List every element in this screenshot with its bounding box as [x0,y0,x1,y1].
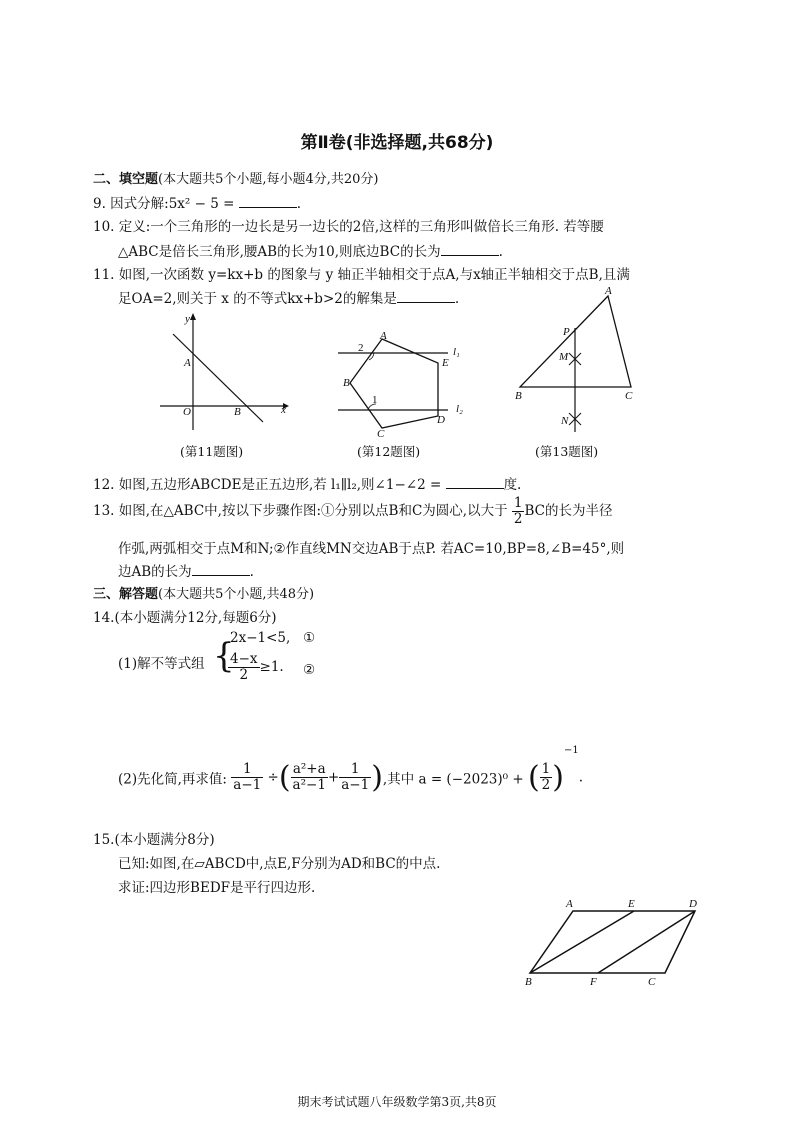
y-axis-arrow [190,313,196,320]
q14-part2-label: (2)先化简,再求值: [118,771,227,788]
question-14-head: 14.(本小题满分12分,每题6分) [93,610,277,626]
section-3-note: (本大题共5个小题,共48分) [158,587,315,602]
fig11-caption: (第11题图) [180,444,244,459]
expr-frac-1-num: 1 [231,762,263,778]
question-13-line3: 边AB的长为 . [118,564,254,580]
section-2-title: 二、填空题 [93,172,159,187]
figure-13 [510,290,650,440]
q10-text: △ABC是倍长三角形,腰AB的长为10,则底边BC的长为 [118,244,441,260]
expr-paren-close: ) [371,760,383,795]
q9-blank [239,195,297,208]
inequality-2-marker: ② [303,662,316,678]
expr-frac-3-num: 1 [339,762,371,778]
fig12-label-l1: l₁ [453,346,460,358]
expr-frac-2-num: a²+a [291,762,328,778]
q14-part1-label: (1)解不等式组 [118,656,205,672]
question-13-line1 [93,496,612,527]
figure-12 [330,325,470,440]
fig12-label-l2: l₂ [456,403,463,415]
expr-frac-3-den: a−1 [341,777,370,793]
ineq2-fraction [228,652,260,683]
expr-paren2-open: ( [527,760,540,795]
q13-blank [192,563,250,576]
fig12-label-a: A [380,330,387,342]
fig15-label-d: D [689,898,697,910]
expr-frac-2-den: a²−1 [292,777,326,793]
expr-paren2-close: ) [552,760,564,795]
q13-frac-num: 1 [513,495,523,511]
question-13-line2: 作弧,两弧相交于点M和N;②作直线MN交边AB于点P. 若AC=10,BP=8,∠B=45°,则 [118,541,625,557]
question-11-line2: 足OA=2,则关于 x 的不等式kx+b>2的解集是 . [118,291,460,307]
question-15-prove: 求证:四边形BEDF是平行四边形. [118,880,316,896]
expr-frac-1 [231,762,263,793]
expr-frac-1-den: a−1 [233,777,262,793]
question-10-line1: 10. 定义:一个三角形的一边长是另一边长的2倍,这样的三角形叫做倍长三角形. 若等腰 [93,219,604,235]
section-3-heading [93,583,314,602]
expr-frac-3 [339,762,371,793]
fig13-label-m: M [559,351,569,363]
fig13-label-n: N [561,415,569,427]
fig12-label-angle1: 1 [372,394,378,406]
fig11-label-b: B [234,406,241,418]
q10-blank [441,243,499,256]
fig12-label-c: C [377,428,385,440]
expr-paren-open: ( [278,760,291,795]
fig15-label-e: E [628,898,635,910]
fig11-label-x: x [281,404,286,416]
fig12-label-angle2: 2 [358,342,364,354]
expr-where: ,其中 a = (−2023)⁰ + [382,771,528,788]
page-footer: 期末考试试题八年级数学第3页,共8页 [297,1095,497,1109]
q13-line1-end: BC的长为半径 [524,502,613,519]
ineq2-num: 4−x [230,651,258,667]
expr-frac-4-num: 1 [541,761,551,778]
expr-frac-4-den: 2 [541,777,551,793]
fig12-label-b: B [343,377,350,389]
q12-unit: 度. [503,477,522,493]
section-2-note: (本大题共5个小题,每小题4分,共20分) [158,172,379,187]
fig15-label-f: F [590,976,597,988]
q13-fraction-half [512,496,525,527]
q12-text: 12. 如图,五边形ABCDE是正五边形,若 l₁∥l₂,则∠1−∠2 = [93,477,446,493]
fig13-label-c: C [625,390,633,402]
q12-blank [446,476,504,489]
inequality-1: 2x−1<5, [230,630,291,646]
fig11-label-a: A [184,357,191,369]
question-9: 9. 因式分解:5x² − 5 = . [93,196,302,212]
expr-frac-4 [540,762,553,793]
expr-end: . [578,769,584,786]
expr-frac-2 [291,762,328,793]
expr-divide: ÷ [267,769,279,786]
section-2-heading [93,168,379,187]
fig13-label-p: P [563,326,570,338]
fig11-label-o: O [183,406,191,418]
inequality-1-marker: ① [303,630,316,646]
q14-part2 [118,745,583,795]
ineq2-den: 2 [239,666,249,683]
question-10-line2: △ABC是倍长三角形,腰AB的长为10,则底边BC的长为 . [118,244,503,260]
fig15-label-a: A [566,898,573,910]
fig12-label-e: E [442,357,449,369]
fig13-label-b: B [515,390,522,402]
q13-text: 边AB的长为 [118,564,192,580]
fig12-label-d: D [437,414,445,426]
question-11-line1: 11. 如图,一次函数 y=kx+b 的图象与 y 轴正半轴相交于点A,与x轴正半轴相交于点B,且满 [93,267,630,283]
fig11-label-y: y [185,313,190,325]
expr-exponent: −1 [563,745,579,756]
question-15-given: 已知:如图,在▱ABCD中,点E,F分别为AD和BC的中点. [118,856,441,872]
system-brace: { [213,636,235,676]
fig15-label-c: C [648,976,656,988]
figure-11 [155,310,295,435]
segment-be [530,911,634,973]
fig13-label-a: A [605,285,612,297]
q9-text: 9. 因式分解:5x² − 5 = [93,196,239,212]
section-3-title: 三、解答题 [93,587,159,602]
expr-plus: + [327,769,340,786]
page-title: 第Ⅱ卷(非选择题,共68分) [300,133,494,153]
ineq2-relation: ≥1. [259,658,284,675]
q11-text: 足OA=2,则关于 x 的不等式kx+b>2的解集是 [118,291,397,307]
q11-blank [397,290,455,303]
q13-line1-start: 13. 如图,在△ABC中,按以下步骤作图:①分别以点B和C为圆心,以大于 [93,502,508,519]
question-15-head: 15.(本小题满分8分) [93,832,215,848]
fig15-label-b: B [525,976,532,988]
question-12 [93,473,521,493]
inequality-2 [228,652,284,683]
fig12-caption: (第12题图) [357,444,421,459]
q13-frac-den: 2 [513,510,523,527]
figure-15 [520,905,705,977]
fig13-caption: (第13题图) [535,444,599,459]
